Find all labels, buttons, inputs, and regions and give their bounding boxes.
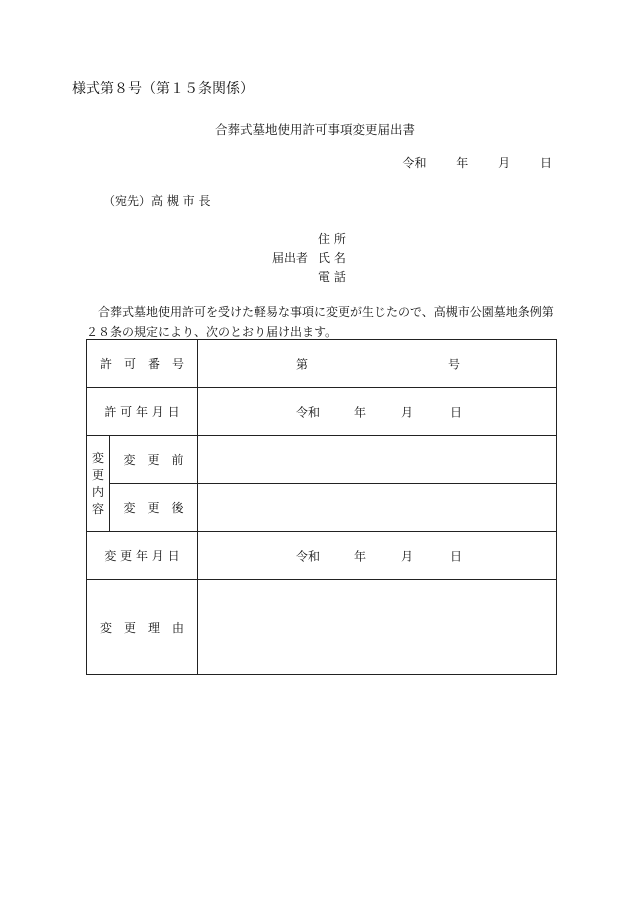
body-text: 合葬式墓地使用許可を受けた軽易な事項に変更が生じたので、高槻市公園墓地条例第２８条の規定により、次のとおり届け出ます。 [86,305,554,339]
permit-date-field[interactable] [198,388,557,436]
change-date-day: 日 [450,549,463,563]
permit-date-year: 年 [354,405,367,419]
after-field[interactable] [198,484,557,532]
date-year-label: 年 [456,156,469,170]
submission-date [402,154,552,171]
applicant-name-label: 氏 名 [318,251,346,265]
change-after-row [87,484,557,532]
form-table [86,339,557,675]
change-date-label: 変 更 年 月 日 [87,532,198,580]
permit-number-prefix: 第 [296,357,309,371]
change-contents-label [87,436,110,532]
after-label: 変 更 後 [110,484,198,532]
applicant-address-label: 住 所 [318,232,346,246]
change-date-field[interactable] [198,532,557,580]
permit-number-label: 許 可 番 号 [87,340,198,388]
change-date-era: 令和 [296,549,321,563]
date-month-label: 月 [498,156,511,170]
permit-date-row [87,388,557,436]
before-field[interactable] [198,436,557,484]
date-day-label: 日 [539,156,552,170]
permit-number-suffix: 号 [448,357,461,371]
permit-date-era: 令和 [296,405,321,419]
permit-date-label: 許 可 年 月 日 [87,388,198,436]
addressee: （宛先）高 槻 市 長 [103,194,211,208]
change-contents-text: 変 更 内 容 [91,450,104,516]
change-reason-label: 変 更 理 由 [87,580,198,675]
change-date-year: 年 [354,549,367,563]
change-reason-field[interactable] [198,580,557,675]
change-date-row [87,532,557,580]
change-reason-row [87,580,557,675]
date-era: 令和 [402,156,427,170]
change-date-month: 月 [401,549,414,563]
document-title: 合葬式墓地使用許可事項変更届出書 [214,122,415,137]
permit-date-day: 日 [450,405,463,419]
before-label: 変 更 前 [110,436,198,484]
permit-number-row [87,340,557,388]
applicant-phone-label: 電 話 [318,270,346,284]
permit-number-field[interactable] [198,340,557,388]
change-before-row [87,436,557,484]
permit-date-month: 月 [401,405,414,419]
form-number: 様式第８号（第１５条関係） [72,81,254,97]
applicant-label: 届出者 [272,251,309,265]
